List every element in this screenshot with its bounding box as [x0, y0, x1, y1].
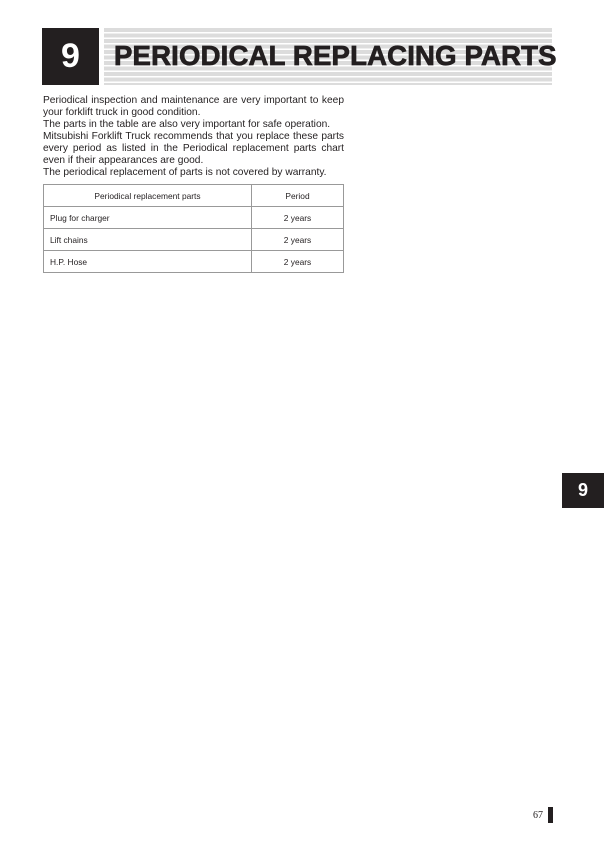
paragraph: The parts in the table are also very important for safe operation. — [43, 119, 331, 130]
side-tab-label: 9 — [577, 480, 588, 500]
part-cell: H.P. Hose — [44, 251, 252, 273]
table-row — [44, 207, 344, 229]
period-cell: 2 years — [252, 251, 344, 273]
page-number-bar — [548, 807, 553, 823]
paragraph: Mitsubishi Forklift Truck recommends that you replace these parts every period as listed in the Periodical replacement parts chart even if their appearances are good. — [43, 131, 344, 166]
page-title: PERIODICAL REPLACING PARTS — [114, 40, 557, 71]
replacement-parts-table — [43, 184, 344, 273]
chapter-side-tab — [562, 473, 604, 508]
table-row — [44, 229, 344, 251]
page-number: 67 — [533, 810, 543, 821]
title-banner — [104, 28, 557, 85]
table-header-row — [44, 185, 344, 207]
period-cell: 2 years — [252, 207, 344, 229]
paragraph: Periodical inspection and maintenance are very important to keep your forklift truck in good condition. — [43, 95, 344, 118]
chapter-number: 9 — [61, 37, 80, 75]
table-row — [44, 251, 344, 273]
part-cell: Plug for charger — [44, 207, 252, 229]
chapter-number-box — [42, 28, 99, 85]
intro-text — [43, 95, 344, 179]
header-period: Period — [252, 185, 344, 207]
period-cell: 2 years — [252, 229, 344, 251]
paragraph: The periodical replacement of parts is not covered by warranty. — [43, 167, 327, 178]
part-cell: Lift chains — [44, 229, 252, 251]
header-parts: Periodical replacement parts — [44, 185, 252, 207]
